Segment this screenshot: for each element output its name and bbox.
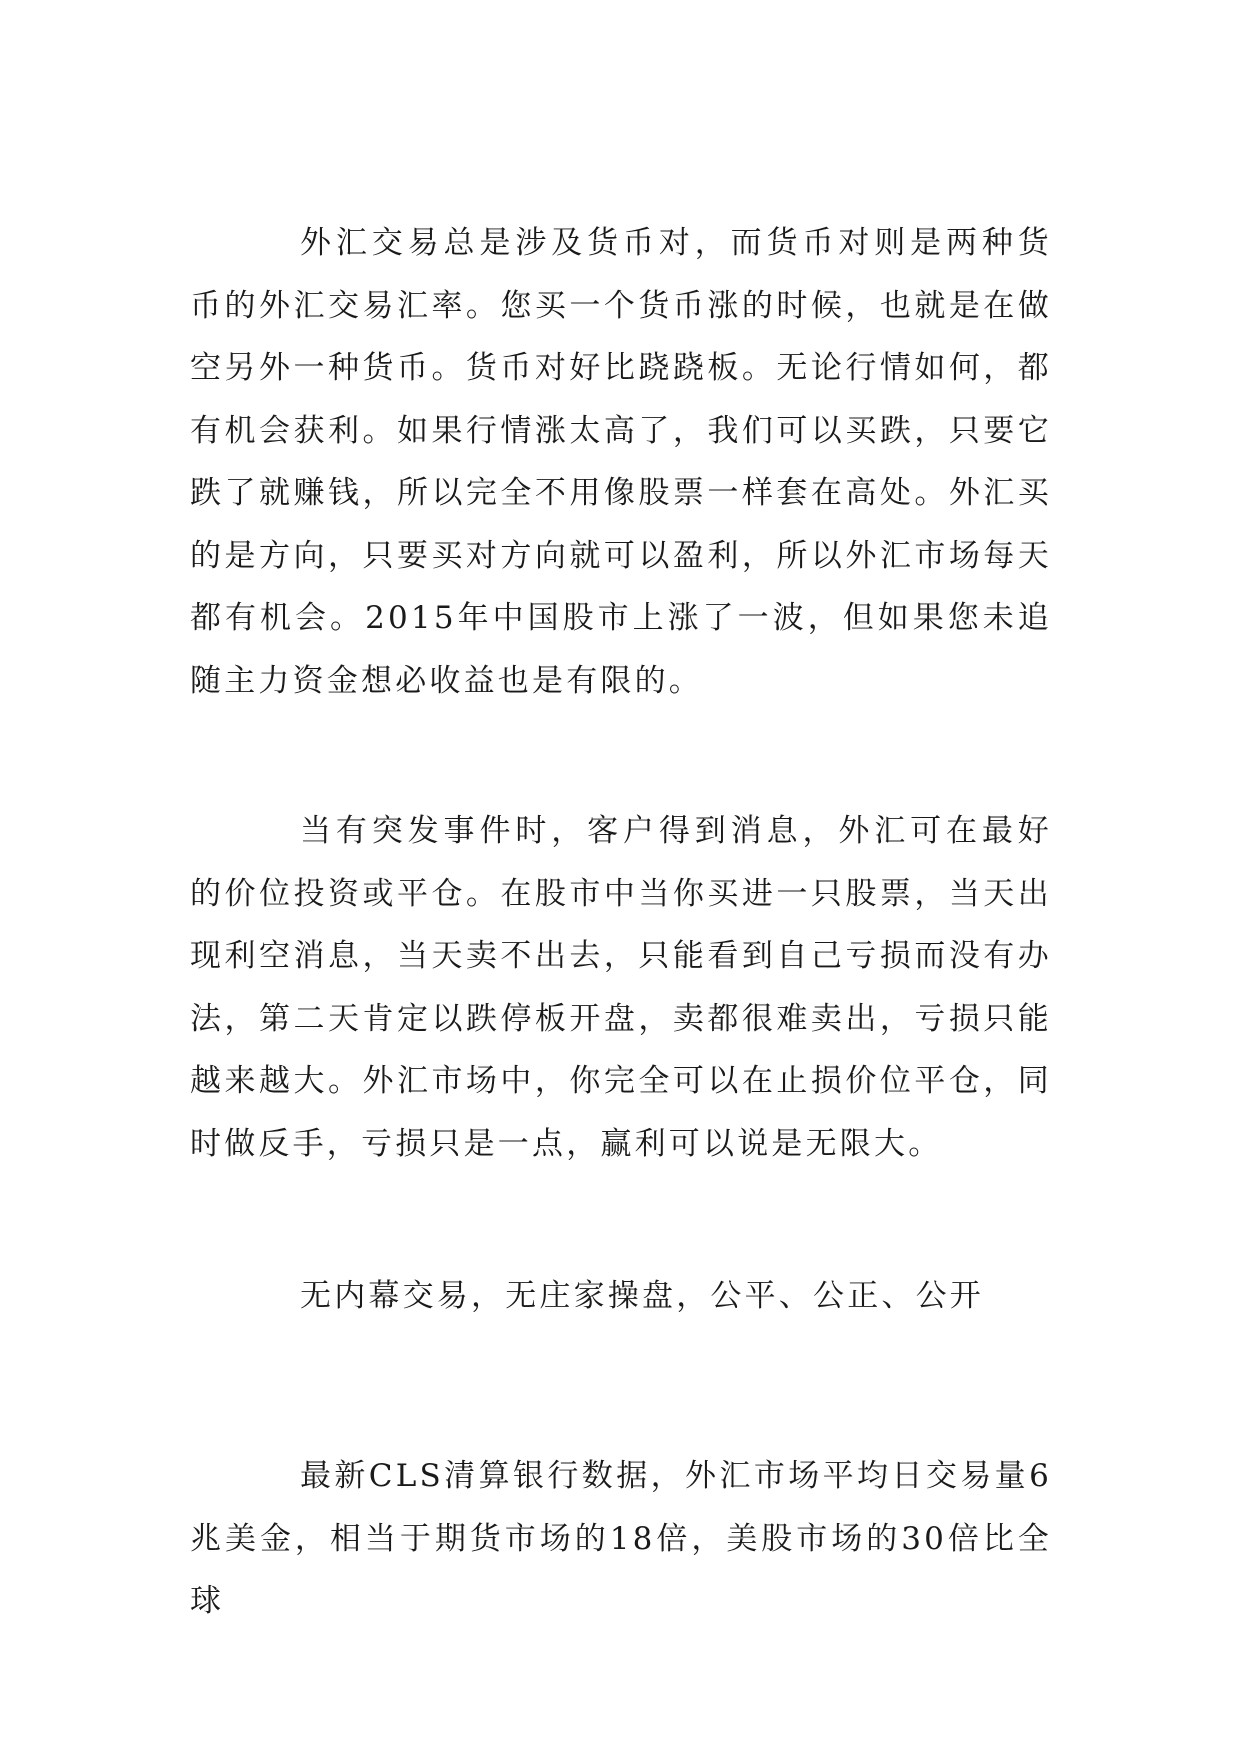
paragraph-sudden-events: 当有突发事件时，客户得到消息，外汇可在最好的价位投资或平仓。在股市中当你买进一只股票，当天出现利空消息，当天卖不出去，只能看到自己亏损而没有办法，第二天肯定以跌停板开盘，卖都很难卖出，亏损只能越来越大。外汇市场中，你完全可以在止损价位平仓，同时做反手，亏损只是一点，赢利可以说是无限大。 (190, 813, 1052, 1162)
paragraph-trading-volume: 最新CLS清算银行数据，外汇市场平均日交易量6兆美金，相当于期货市场的18倍，美股市场的30倍比全球 (190, 1458, 1052, 1619)
paragraph-currency-pairs: 外汇交易总是涉及货币对，而货币对则是两种货币的外汇交易汇率。您买一个货币涨的时候，也就是在做空另外一种货币。货币对好比跷跷板。无论行情如何，都有机会获利。如果行情涨太高了，我们可以买跌，只要它跌了就赚钱，所以完全不用像股票一样套在高处。外汇买的是方向，只要买对方向就可以盈利，所以外汇市场每天都有机会。2015年中国股市上涨了一波，但如果您未追随主力资金想必收益也是有限的。 (190, 225, 1052, 699)
section-heading-fairness: 无内幕交易，无庄家操盘，公平、公正、公开 (300, 1278, 984, 1314)
